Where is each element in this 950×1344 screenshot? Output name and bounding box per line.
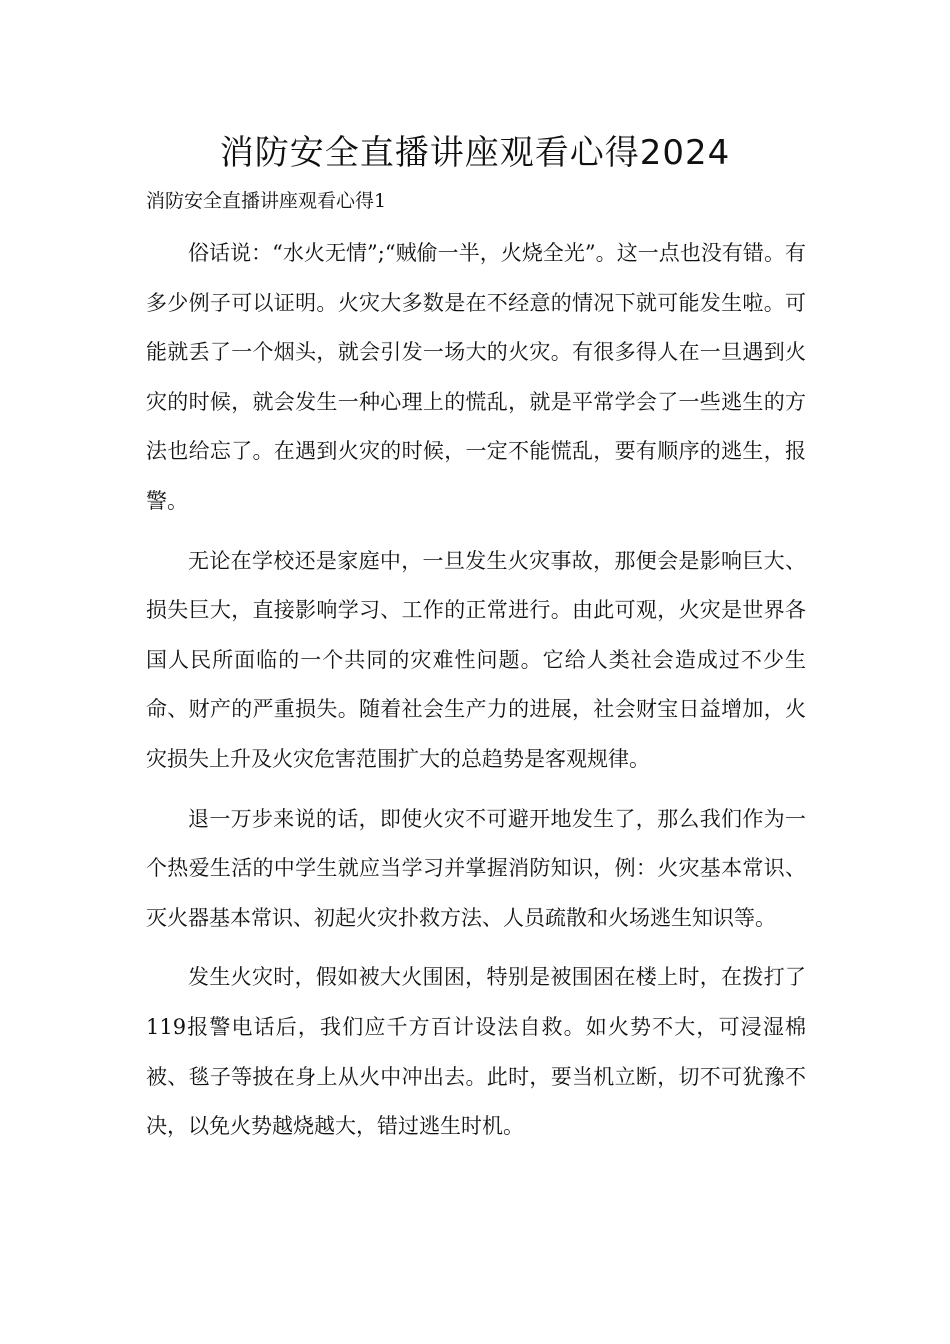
paragraph-3: 退一万步来说的话，即使火灾不可避开地发生了，那么我们作为一个热爱生活的中学生就应当学习并掌握消防知识，例：火灾基本常识、灭火器基本常识、初起火灾扑救方法、人员疏散和火场逃生知识等。 <box>146 806 806 930</box>
document-body <box>146 229 806 1162</box>
paragraph-1: 俗话说：“水火无情”;“贼偷一半，火烧全光”。这一点也没有错。有多少例子可以证明。火灾大多数是在不经意的情况下就可能发生啦。可能就丢了一个烟头，就会引发一场大的火灾。有很多得人在一旦遇到火灾的时候，就会发生一种心理上的慌乱，就是平常学会了一些逃生的方法也给忘了。在遇到火灾的时候，一定不能慌乱，要有顺序的逃生，报警。 <box>146 241 806 513</box>
document-title: 消防安全直播讲座观看心得2024 <box>219 133 731 173</box>
paragraph-4: 发生火灾时，假如被大火围困，特别是被围困在楼上时，在拨打了119报警电话后，我们应千方百计设法自救。如火势不大，可浸湿棉被、毯子等披在身上从火中冲出去。此时，要当机立断，切不可犹豫不决，以免火势越烧越大，错过逃生时机。 <box>146 965 806 1139</box>
document-subtitle: 消防安全直播讲座观看心得1 <box>146 190 387 212</box>
paragraph-2: 无论在学校还是家庭中，一旦发生火灾事故，那便会是影响巨大、损失巨大，直接影响学习、工作的正常进行。由此可观，火灾是世界各国人民所面临的一个共同的灾难性问题。它给人类社会造成过不少生命、财产的严重损失。随着社会生产力的进展，社会财宝日益增加，火灾损失上升及火灾危害范围扩大的总趋势是客观规律。 <box>146 548 806 771</box>
